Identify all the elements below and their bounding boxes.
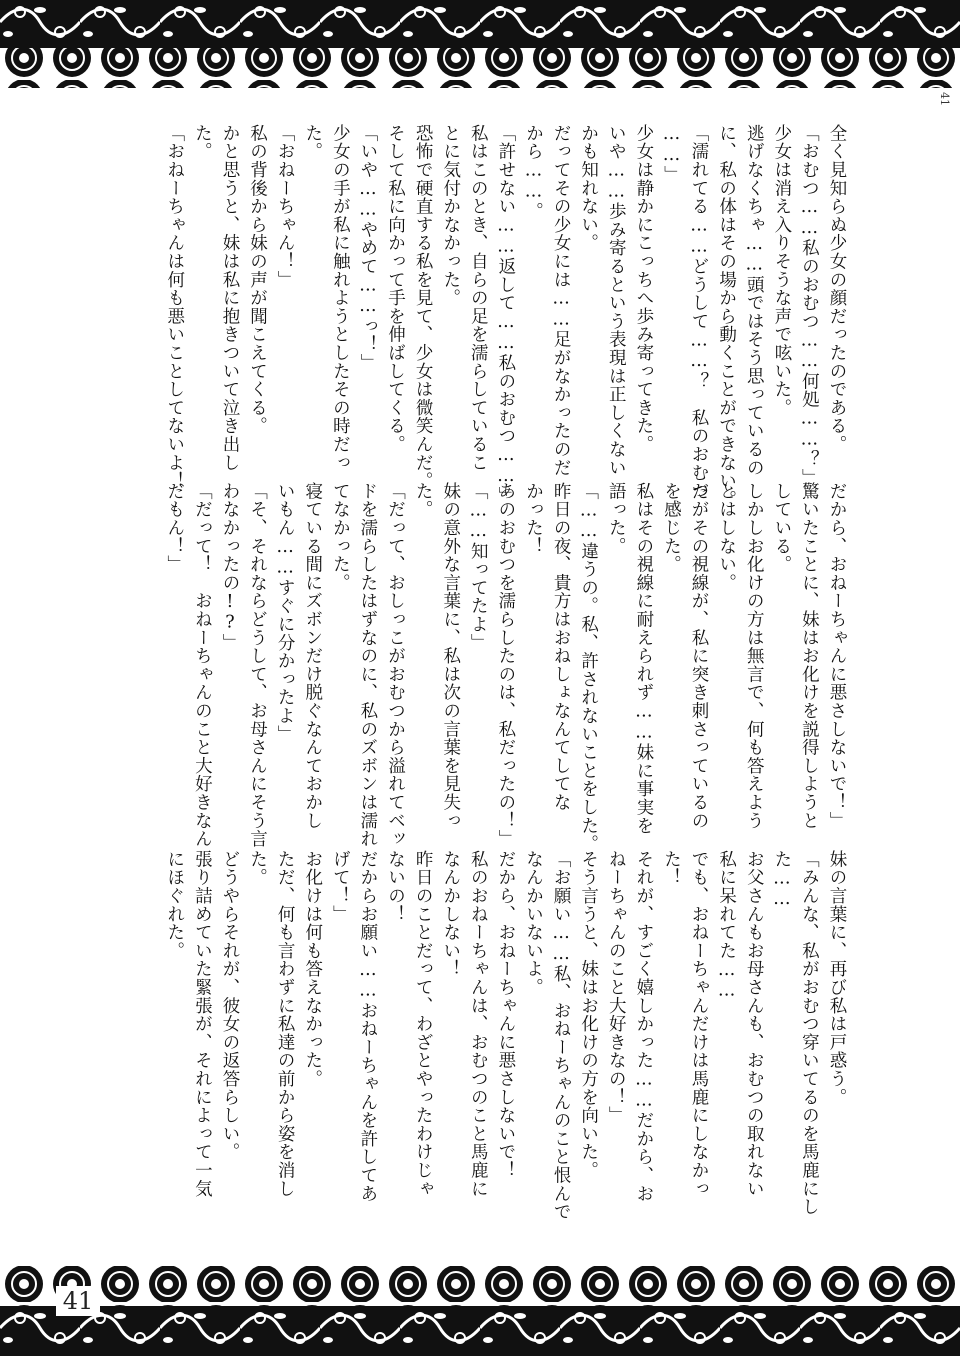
- text-line: 寝ている間にズボンだけ脱ぐなんておかし: [302, 482, 323, 830]
- text-line: わなかったの!?」: [219, 482, 240, 652]
- text-line: いや……歩み寄るという表現は正しくない: [606, 124, 627, 477]
- text-line: あのおむつを濡らしたのは、私だったの！」: [495, 482, 516, 848]
- text-line: だからお願い……おねーちゃんを許してあ: [357, 850, 378, 1203]
- text-line: でも、おねーちゃんだけは馬鹿にしなかっ: [689, 850, 710, 1198]
- text-line: た……: [771, 850, 792, 910]
- text-line: 私の背後から妹の声が聞こえてくる。: [247, 124, 268, 436]
- text-line: た。: [192, 124, 213, 161]
- text-line: てなかった。: [330, 482, 351, 592]
- text-line: 私はその視線に耐えられず……妹に事実を: [633, 482, 654, 835]
- text-line: 昨日のことだって、わざとやったわけじゃ: [413, 850, 434, 1198]
- text-line: ……」: [661, 124, 682, 184]
- text-line: お父さんもお母さんも、おむつの取れない: [744, 850, 765, 1198]
- text-line: それが、すごく嬉しかった……だから、お: [633, 850, 654, 1203]
- text-block-middle: [90, 482, 850, 853]
- text-line: 私はこのとき、自らの足を濡らしているこ: [468, 124, 489, 472]
- text-line: 恐怖で硬直する私を見て、少女は微笑んだ。: [413, 124, 434, 490]
- text-line: を感じた。: [661, 482, 682, 574]
- text-line: 少女は静かにこっちへ歩み寄ってきた。: [633, 124, 654, 454]
- text-line: げて！」: [330, 850, 351, 924]
- text-line: かも知れない。: [578, 124, 599, 253]
- text-line: 驚いたことに、妹はお化けを説得しようと: [799, 482, 820, 830]
- text-line: どうやらそれが、彼女の返答らしい。: [219, 850, 240, 1162]
- text-line: た。: [302, 124, 323, 161]
- text-line: 逃げなくちゃ……頭ではそう思っているの: [744, 124, 765, 477]
- text-line: た！: [661, 850, 682, 887]
- text-line: 少女の手が私に触れようとしたその時だっ: [330, 124, 351, 472]
- text-line: ただ、何も言わずに私達の前から姿を消し: [275, 850, 296, 1198]
- text-line: 「だって、おしっこがおむつから溢れてベッ: [385, 482, 406, 848]
- text-line: いもん……すぐに分かったよ」: [275, 482, 296, 744]
- page-number: 41: [56, 1286, 100, 1316]
- text-line: なんかしない！: [440, 850, 461, 979]
- text-line: に、私の体はその場から動くことができない。: [716, 124, 737, 509]
- text-line: た。: [247, 850, 268, 887]
- text-line: 私に呆れてた……: [716, 850, 737, 1002]
- text-line: とに気付かなかった。: [440, 124, 461, 307]
- text-block-upper: [90, 124, 850, 509]
- text-line: お化けは何も答えなかった。: [302, 850, 323, 1088]
- text-line: ねーちゃんのこと大好きなの！」: [606, 850, 627, 1125]
- text-line: 「いや……やめて……っ！」: [357, 124, 378, 372]
- text-line: た。: [413, 482, 434, 519]
- text-line: だもん！」: [164, 482, 185, 574]
- text-line: 「おねーちゃん！」: [275, 124, 296, 289]
- text-line: 私のおねーちゃんは、おむつのこと馬鹿に: [468, 850, 489, 1198]
- text-line: なんかいないよ。: [523, 850, 544, 997]
- text-line: 全く見知らぬ少女の顔だったのである。: [827, 124, 847, 454]
- text-line: 妹の言葉に、再び私は戸惑う。: [827, 850, 847, 1107]
- text-line: だがその視線が、私に突き刺さっているの: [689, 482, 710, 830]
- text-line: にほぐれた。: [164, 850, 185, 960]
- bottom-lace-border: [0, 1262, 960, 1356]
- text-line: かった！: [523, 482, 544, 556]
- text-line: 「だって！ おねーちゃんのこと大好きなん: [192, 482, 213, 848]
- text-line: 「……違うの。私、許されないことをした。: [578, 482, 599, 853]
- text-line: している。: [771, 482, 792, 574]
- text-line: 「濡れてる……どうして……？ 私のおむつ: [689, 124, 710, 500]
- text-line: 「みんな、私がおむつ穿いてるのを馬鹿にし: [799, 850, 820, 1216]
- text-line: 妹の意外な言葉に、私は次の言葉を見失っ: [440, 482, 461, 830]
- text-line: 語った。: [606, 482, 627, 556]
- text-block-lower: [90, 850, 850, 1221]
- text-line: 張り詰めていた緊張が、それによって一気: [192, 850, 213, 1198]
- text-line: だから、おねーちゃんに悪さしないで！」: [827, 482, 847, 830]
- text-line: 「お願い……私、おねーちゃんのこと恨んで: [551, 850, 572, 1221]
- text-line: ないの！: [385, 850, 406, 924]
- text-line: とはしない。: [716, 482, 737, 592]
- text-line: だってその少女には……足がなかったのだ: [551, 124, 572, 477]
- text-line: そう言うと、妹はお化けの方を向いた。: [578, 850, 599, 1180]
- text-line: 昨日の夜、貴方はおねしょなんてしてな: [551, 482, 572, 812]
- text-line: 「……知ってたよ」: [468, 482, 489, 652]
- text-line: そして私に向かって手を伸ばしてくる。: [385, 124, 406, 454]
- text-line: 少女は消え入りそうな声で呟いた。: [771, 124, 792, 417]
- text-line: 「そ、それならどうして、お母さんにそう言: [247, 482, 268, 848]
- running-page-number: 41: [938, 92, 951, 106]
- top-lace-border: [0, 0, 960, 92]
- text-line: ドを濡らしたはずなのに、私のズボンは濡れ: [357, 482, 378, 848]
- text-line: から……。: [523, 124, 544, 221]
- text-line: だから、おねーちゃんに悪さしないで！: [495, 850, 516, 1180]
- text-line: 「おねーちゃんは何も悪いことしてないよ！: [164, 124, 185, 490]
- text-line: 「許せない……返して……私のおむつ……」: [495, 124, 516, 505]
- text-line: しかしお化けの方は無言で、何も答えよう: [744, 482, 765, 830]
- text-line: かと思うと、妹は私に抱きついて泣き出し: [219, 124, 240, 472]
- text-line: 「おむつ……私のおむつ……何処……？」: [799, 124, 820, 487]
